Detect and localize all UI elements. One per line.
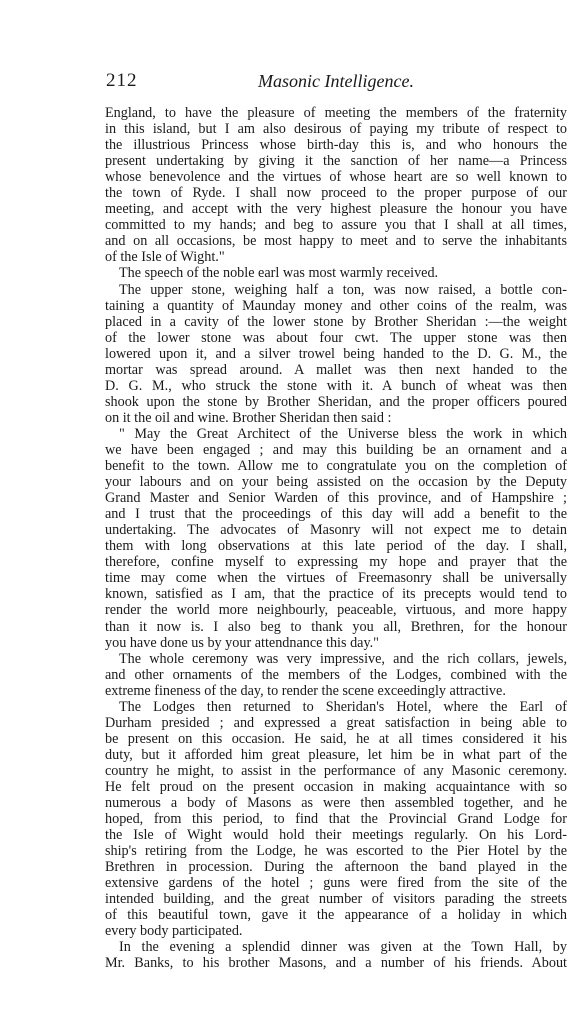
text-line: of the Isle of Wight." — [105, 249, 225, 266]
text-line: D. G. M., who struck the stone with it. A bunch of wheat was then — [105, 377, 567, 394]
text-line: shook upon the stone by Brother Sheridan, and the proper officers poured — [105, 393, 567, 410]
text-line: " May the Great Architect of the Universe bless the work in which — [119, 425, 567, 442]
page-number: 212 — [106, 70, 138, 91]
text-line: placed in a cavity of the lower stone by Brother Sheridan :—the weight — [105, 313, 567, 330]
text-line: and on all occasions, be most happy to meet and to serve the inhabitants — [105, 233, 567, 250]
text-line: of this beautiful town, gave it the appearance of a holiday in which — [105, 907, 567, 924]
text-line: lowered upon it, and a silver trowel being handed to the D. G. M., the — [105, 345, 567, 362]
running-head — [106, 70, 566, 94]
text-line: numerous a body of Masons as were then assembled together, and he — [105, 795, 567, 812]
text-line: on it the oil and wine. Brother Sheridan then said : — [105, 409, 392, 426]
text-line: England, to have the pleasure of meeting the members of the fraternity — [105, 105, 567, 121]
text-line: every body participated. — [105, 923, 243, 940]
text-line: the illustrious Princess whose birth-day this is, and who honours the — [105, 137, 567, 154]
text-line: and I trust that the proceedings of this day will add a benefit to the — [105, 506, 567, 523]
text-line: Grand Master and Senior Warden of this province, and of Hampshire ; — [105, 490, 567, 507]
text-line: be present on this occasion. He said, he at all times considered it his — [105, 730, 567, 747]
text-line: whose benevolence and the virtues of whose heart are so well known to — [105, 169, 567, 186]
text-line: the Isle of Wight would hold their meetings regularly. On his Lord- — [105, 827, 567, 844]
text-line: The upper stone, weighing half a ton, was now raised, a bottle con- — [119, 281, 567, 298]
text-line: than it now is. I also beg to thank you all, Brethren, for the honour — [105, 618, 567, 635]
text-line: intended building, and the great number of visitors parading the streets — [105, 891, 567, 908]
body-text — [105, 105, 567, 972]
text-line: meeting, and accept with the very highest pleasure the honour you have — [105, 201, 567, 218]
text-line: duty, but it afforded him great pleasure, let him be in what part of the — [105, 746, 567, 763]
text-line: time may come when the virtues of Freemasonry shall be universally — [105, 570, 567, 587]
text-line: taining a quantity of Maunday money and other coins of the realm, was — [105, 297, 567, 314]
text-line: the town of Ryde. I shall now proceed to the proper purpose of our — [105, 185, 567, 202]
text-line: The whole ceremony was very impressive, and the rich collars, jewels, — [119, 650, 567, 667]
text-line: mortar was spread around. A mallet was then next handed to the — [105, 361, 567, 378]
text-line: country he might, to assist in the performance of any Masonic ceremony. — [105, 762, 567, 779]
text-line: in this island, but I am also desirous of paying my tribute of respect to — [105, 121, 567, 138]
text-line: present undertaking by giving it the sanction of her name—a Princess — [105, 153, 567, 170]
text-line: and other ornaments of the members of the Lodges, combined with the — [105, 666, 567, 683]
text-line: we have been engaged ; and may this building be an ornament and a — [105, 441, 567, 458]
text-line: them with long observations at this late period of the day. I shall, — [105, 538, 567, 555]
text-line: of the lower stone was about four cwt. The upper stone was then — [105, 329, 567, 346]
text-line: The Lodges then returned to Sheridan's Hotel, where the Earl of — [119, 698, 567, 715]
running-title: Masonic Intelligence. — [258, 71, 414, 91]
text-line: ship's retiring from the Lodge, he was escorted to the Pier Hotel by the — [105, 843, 567, 860]
text-line: In the evening a splendid dinner was given at the Town Hall, by — [119, 939, 567, 956]
text-line: render the world more neighbourly, peaceable, virtuous, and more happy — [105, 602, 567, 619]
text-line: extensive gardens of the hotel ; guns were fired from the site of the — [105, 875, 567, 892]
text-line: your labours and on your being assisted on the occasion by the Deputy — [105, 474, 567, 491]
text-line: extreme fineness of the day, to render the scene exceedingly attractive. — [105, 682, 506, 699]
text-line: committed to my hands; and beg to assure you that I shall at all times, — [105, 217, 567, 234]
text-line: Mr. Banks, to his brother Masons, and a number of his friends. About — [105, 955, 567, 972]
text-line: benefit to the town. Allow me to congratulate you on the completion of — [105, 458, 567, 475]
text-line: undertaking. The advocates of Masonry will not expect me to detain — [105, 522, 567, 539]
text-line: you have done us by your attendnance this day." — [105, 634, 379, 651]
text-line: known, satisfied as I am, that the practice of its precepts would tend to — [105, 586, 567, 603]
text-line: The speech of the noble earl was most warmly received. — [119, 265, 439, 282]
text-line: Durham presided ; and expressed a great satisfaction in being able to — [105, 714, 567, 731]
text-line: He felt proud on the present occasion in making acquaintance with so — [105, 778, 567, 795]
text-line: therefore, confine myself to expressing my hope and prayer that the — [105, 554, 567, 571]
text-line: hoped, from this period, to find that the Provincial Grand Lodge for — [105, 811, 567, 828]
text-line: Brethren in procession. During the afternoon the band played in the — [105, 859, 567, 876]
